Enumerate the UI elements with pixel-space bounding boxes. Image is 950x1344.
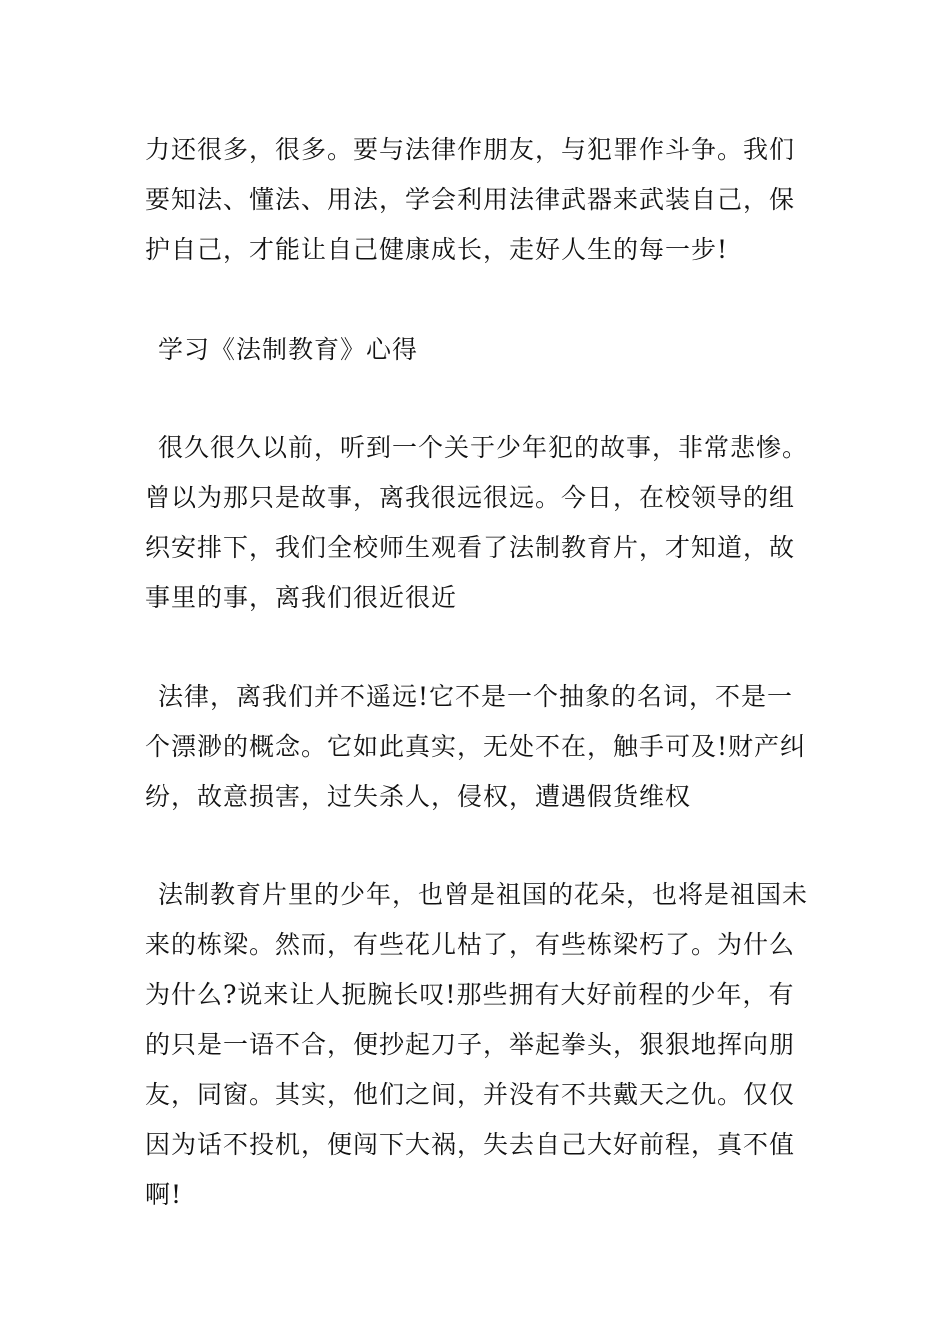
paragraph-4 <box>145 870 815 1220</box>
paragraph-2-line: 事里的事，离我们很近很近 <box>145 583 458 612</box>
paragraph-1 <box>145 125 815 275</box>
paragraph-3-line: 法律，离我们并不遥远!它不是一个抽象的名词，不是一 <box>158 682 794 711</box>
paragraph-2-line: 织安排下，我们全校师生观看了法制教育片，才知道，故 <box>145 533 796 562</box>
paragraph-2-line: 曾以为那只是故事，离我很远很远。今日，在校领导的组 <box>145 483 796 512</box>
paragraph-4-line: 啊! <box>145 1180 183 1209</box>
paragraph-4-line: 法制教育片里的少年，也曾是祖国的花朵，也将是祖国未 <box>158 880 809 909</box>
section-title-block <box>145 325 815 375</box>
paragraph-4-line: 的只是一语不合，便抄起刀子，举起拳头，狠狠地挥向朋 <box>145 1030 796 1059</box>
paragraph-4-line: 来的栋梁。然而，有些花儿枯了，有些栋梁朽了。为什么 <box>145 930 796 959</box>
paragraph-3-line: 个漂渺的概念。它如此真实，无处不在，触手可及!财产纠 <box>145 732 807 761</box>
paragraph-3 <box>145 672 815 822</box>
paragraph-4-line: 为什么?说来让人扼腕长叹!那些拥有大好前程的少年，有 <box>145 980 795 1009</box>
paragraph-4-line: 因为话不投机，便闯下大祸，失去自己大好前程，真不值 <box>145 1130 796 1159</box>
paragraph-2 <box>145 423 815 623</box>
paragraph-1-line: 力还很多，很多。要与法律作朋友，与犯罪作斗争。我们 <box>145 135 796 164</box>
paragraph-1-line: 护自己，才能让自己健康成长，走好人生的每一步! <box>145 235 729 264</box>
paragraph-3-line: 纷，故意损害，过失杀人，侵权，遭遇假货维权 <box>145 782 692 811</box>
paragraph-2-line: 很久很久以前，听到一个关于少年犯的故事，非常悲惨。 <box>158 433 809 462</box>
paragraph-4-line: 友，同窗。其实，他们之间，并没有不共戴天之仇。仅仅 <box>145 1080 796 1109</box>
paragraph-1-line: 要知法、懂法、用法，学会利用法律武器来武装自己，保 <box>145 185 796 214</box>
section-title: 学习《法制教育》心得 <box>158 335 419 364</box>
